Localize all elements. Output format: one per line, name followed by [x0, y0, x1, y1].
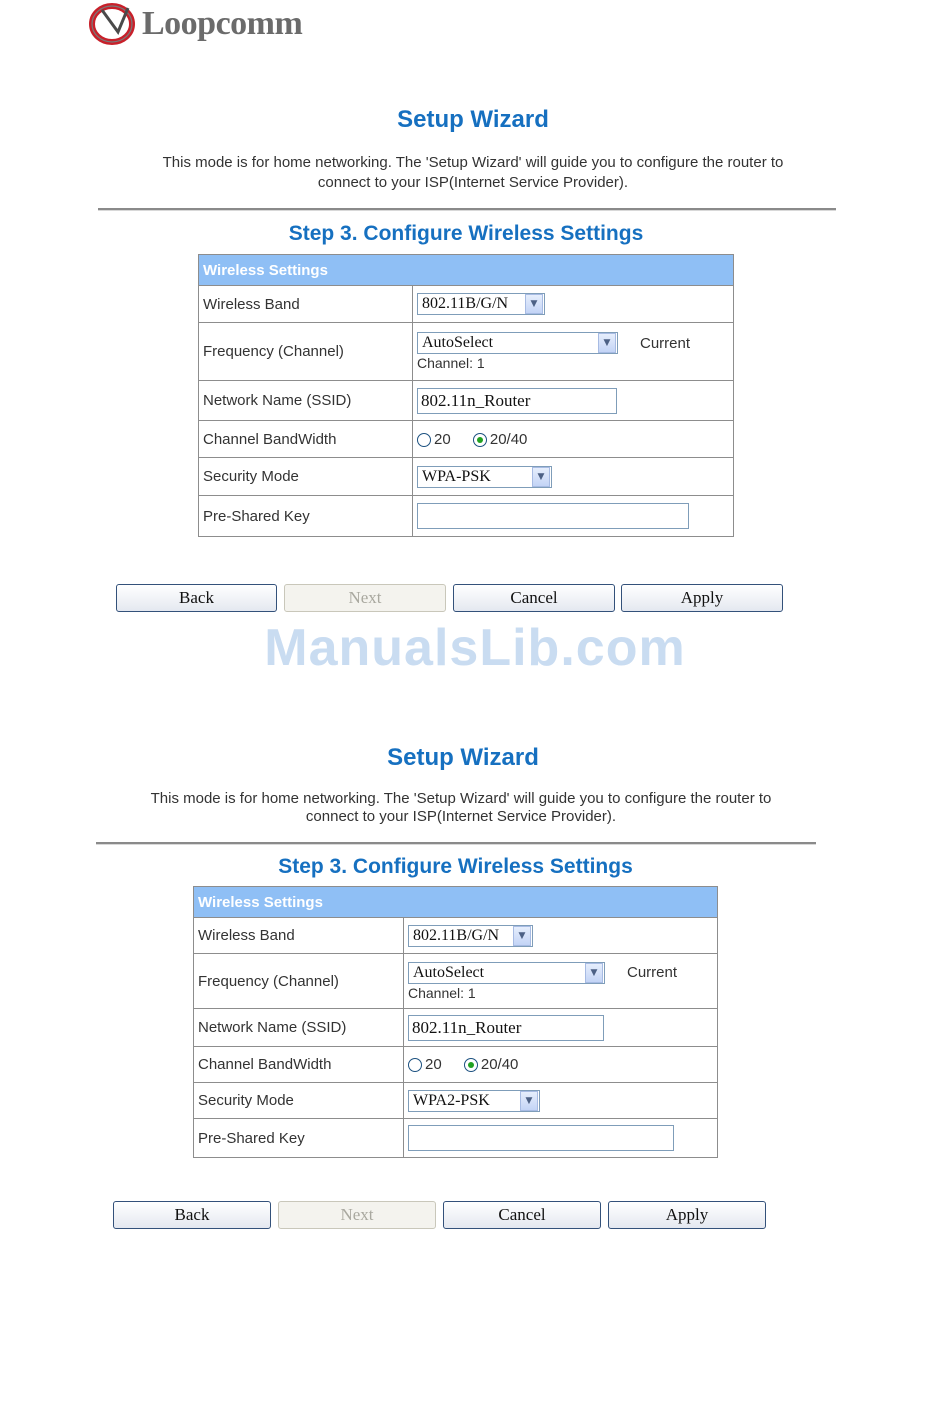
bandwidth-20-radio[interactable] [408, 1058, 422, 1072]
security-mode-select[interactable] [408, 1090, 540, 1112]
description-line-1: This mode is for home networking. The 'Setup Wizard' will guide you to configure the router to [150, 790, 772, 807]
chevron-down-icon: ▼ [525, 294, 543, 314]
chevron-down-icon: ▼ [513, 926, 531, 946]
chevron-down-icon: ▼ [520, 1091, 538, 1111]
back-button[interactable]: Back [113, 1201, 271, 1229]
frequency-label: Frequency (Channel) [199, 323, 413, 381]
step-title: Step 3. Configure Wireless Settings [278, 855, 633, 878]
next-button[interactable]: Next [278, 1201, 436, 1229]
bandwidth-label: Channel BandWidth [199, 421, 413, 458]
wireless-settings-table [193, 886, 718, 1158]
ssid-label: Network Name (SSID) [194, 1009, 404, 1047]
apply-button[interactable]: Apply [621, 584, 783, 612]
step-title: Step 3. Configure Wireless Settings [288, 222, 644, 245]
wireless-band-value: 802.11B/G/N [422, 295, 509, 312]
bandwidth-2040-label: 20/40 [489, 430, 528, 448]
description-line-2: connect to your ISP(Internet Service Provider). [305, 808, 617, 825]
divider [96, 842, 816, 845]
wireless-band-label: Wireless Band [199, 286, 413, 323]
current-channel-value: Channel: 1 [408, 984, 476, 1001]
ssid-label: Network Name (SSID) [199, 381, 413, 421]
security-mode-label: Security Mode [194, 1083, 404, 1119]
chevron-down-icon: ▼ [585, 963, 603, 983]
chevron-down-icon: ▼ [532, 467, 550, 487]
frequency-label: Frequency (Channel) [194, 954, 404, 1009]
brand-name: Loopcomm [142, 5, 303, 42]
chevron-down-icon: ▼ [598, 333, 616, 353]
bandwidth-2040-radio[interactable] [464, 1058, 478, 1072]
frequency-value: AutoSelect [422, 334, 494, 351]
table-header: Wireless Settings [194, 887, 717, 918]
psk-cell [404, 1119, 717, 1157]
cancel-button[interactable]: Cancel [453, 584, 615, 612]
ssid-cell [404, 1009, 717, 1047]
bandwidth-cell [404, 1047, 717, 1083]
frequency-value: AutoSelect [413, 963, 485, 981]
apply-button[interactable]: Apply [608, 1201, 766, 1229]
bandwidth-2040-label: 20/40 [480, 1056, 519, 1073]
cancel-button[interactable]: Cancel [443, 1201, 601, 1229]
security-mode-label: Security Mode [199, 458, 413, 496]
current-channel-value: Channel: 1 [417, 355, 485, 371]
frequency-cell [404, 954, 717, 1009]
wireless-band-cell [404, 918, 717, 954]
back-button[interactable]: Back [116, 584, 277, 612]
table-header: Wireless Settings [199, 255, 733, 286]
current-channel-label: Current [627, 964, 678, 981]
page-title: Setup Wizard [387, 744, 539, 771]
description-line-2: connect to your ISP(Internet Service Provider). [317, 174, 629, 191]
psk-input[interactable] [408, 1125, 674, 1151]
frequency-select[interactable] [408, 962, 605, 984]
psk-label: Pre-Shared Key [199, 496, 413, 536]
wireless-band-value: 802.11B/G/N [413, 926, 500, 944]
bandwidth-20-label: 20 [425, 1056, 442, 1073]
security-mode-value: WPA-PSK [422, 467, 491, 485]
security-mode-cell [404, 1083, 717, 1119]
page-title: Setup Wizard [397, 106, 549, 133]
bandwidth-label: Channel BandWidth [194, 1047, 404, 1083]
psk-label: Pre-Shared Key [194, 1119, 404, 1157]
wireless-band-select[interactable] [408, 925, 533, 947]
bandwidth-20-label: 20 [434, 430, 451, 448]
ssid-input[interactable]: 802.11n_Router [417, 388, 617, 414]
wireless-band-label: Wireless Band [194, 918, 404, 954]
next-button[interactable]: Next [284, 584, 446, 612]
watermark: ManualsLib.com [264, 619, 686, 677]
security-mode-value: WPA2-PSK [413, 1091, 490, 1109]
description-line-1: This mode is for home networking. The 'Setup Wizard' will guide you to configure the router to [162, 154, 784, 171]
ssid-input[interactable]: 802.11n_Router [408, 1015, 604, 1041]
current-channel-label: Current [640, 334, 691, 352]
